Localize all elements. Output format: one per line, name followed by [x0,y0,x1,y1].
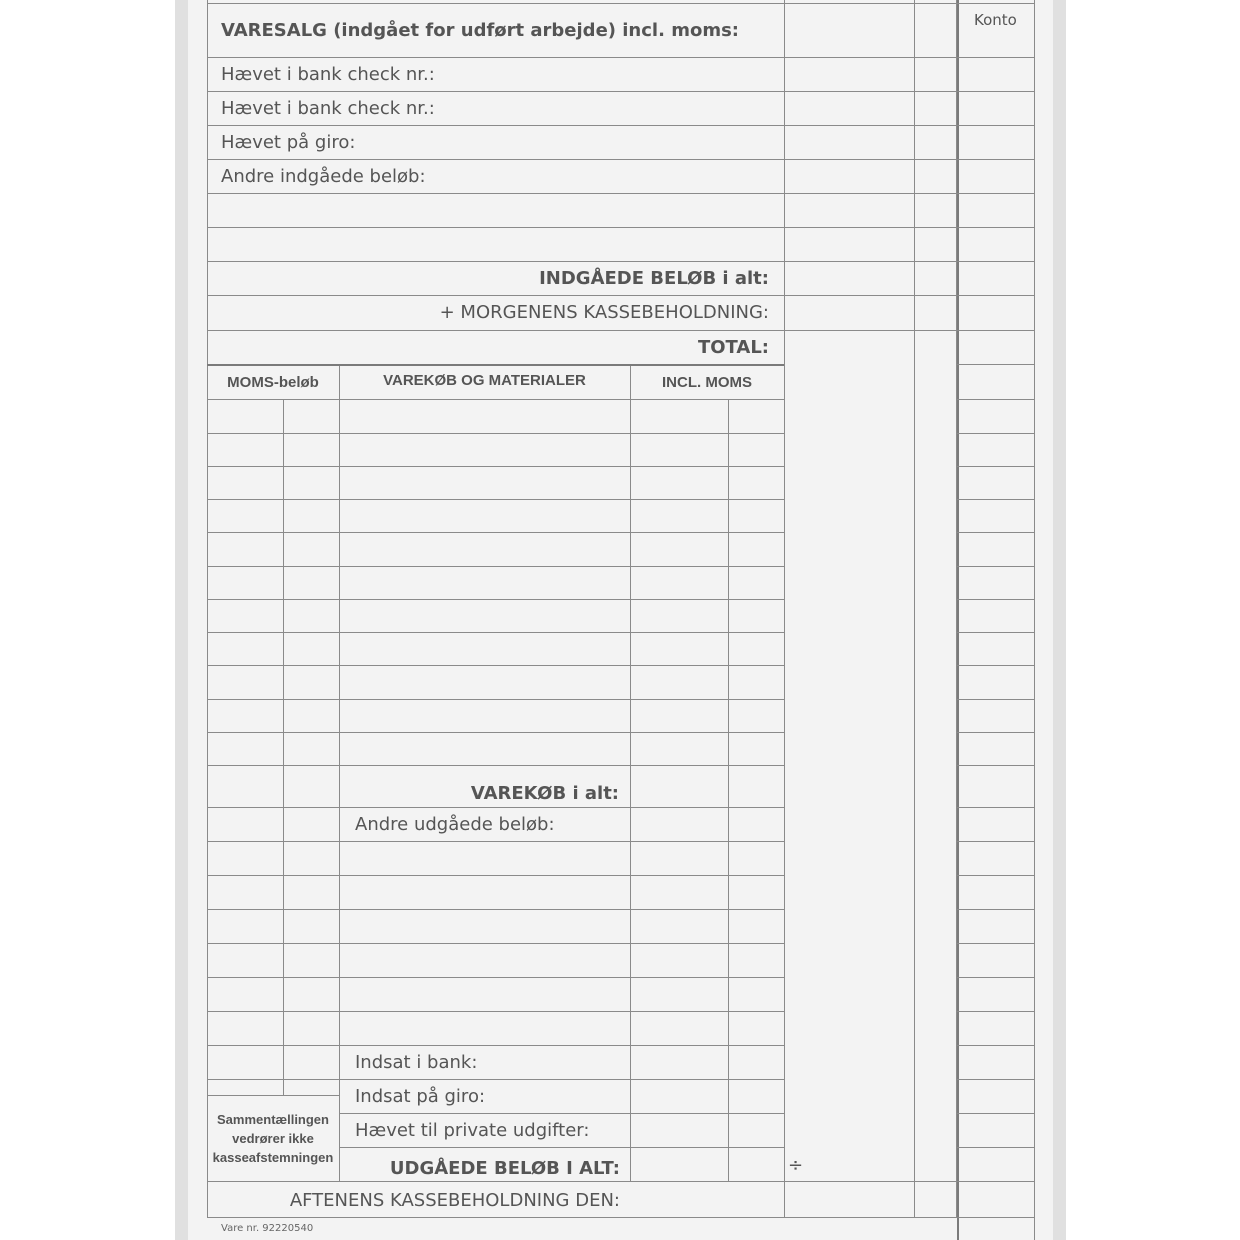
konto-column-divider [957,0,959,1240]
vare-nr: Vare nr. 92220540 [221,1223,314,1234]
row-line [207,807,784,808]
row-line [207,566,784,567]
moms-column-right-border [339,366,340,1181]
row-line [207,665,784,666]
row-line [207,1011,784,1012]
row-line [207,632,784,633]
row-line [207,261,1034,262]
row-line [207,943,784,944]
indgaede-total-label: INDGÅEDE BELØB i alt: [539,268,769,289]
row-line [957,732,1034,733]
row-line [957,841,1034,842]
row-line [957,632,1034,633]
haevet-private-label: Hævet til private udgifter: [355,1120,590,1141]
section-divider [207,364,784,366]
right-margin-strip [1053,0,1066,1240]
row-line [207,91,1034,92]
income-row-label: Andre indgåede beløb: [221,166,426,187]
row-line [339,1113,784,1114]
row-line [957,399,1034,400]
row-line [957,1045,1034,1046]
row-line [957,943,1034,944]
row-line [957,499,1034,500]
minus-sign: ÷ [788,1155,804,1176]
total-label: TOTAL: [697,337,769,358]
row-line [207,125,1034,126]
income-row-label: Hævet i bank check nr.: [221,64,435,85]
row-line [957,466,1034,467]
row-line [207,699,784,700]
varekob-header: VAREKØB OG MATERIALER [383,372,586,389]
row-line [207,499,784,500]
form-left-border [207,0,208,1218]
row-line [207,909,784,910]
konto-label: Konto [974,11,1017,29]
row-line [207,1181,1034,1182]
amount-column-divider [784,0,785,1218]
incl-moms-column-divider [630,366,631,1181]
row-line [207,227,1034,228]
morgenens-kassebeholdning-label: + MORGENENS KASSEBEHOLDNING: [439,302,769,323]
row-line [207,841,784,842]
form-top-border [207,3,1034,4]
left-margin-strip [175,0,188,1240]
indsat-giro-label: Indsat på giro: [355,1086,486,1107]
row-line [207,193,1034,194]
row-line [207,295,1034,296]
indsat-bank-label: Indsat i bank: [355,1052,478,1073]
row-line [207,532,784,533]
row-line [957,532,1034,533]
varekob-total-label: VAREKØB i alt: [470,783,619,804]
udgaede-total-label: UDGÅEDE BELØB I ALT: [389,1158,620,1179]
row-line [957,909,1034,910]
row-line [207,1045,784,1046]
note-box-top [207,1095,339,1096]
row-line [207,765,784,766]
row-line [207,1079,784,1080]
row-line [957,665,1034,666]
row-line [207,977,784,978]
moms-belob-header: MOMS-beløb [227,374,319,391]
aftenens-kassebeholdning-label: AFTENENS KASSEBEHOLDNING DEN: [289,1190,620,1211]
ore-column-divider [914,0,915,1218]
row-line [957,807,1034,808]
row-line [957,433,1034,434]
row-line [207,599,784,600]
cash-report-form [188,0,1053,1240]
row-line [207,732,784,733]
row-line [957,566,1034,567]
row-line [957,875,1034,876]
andre-udgaede-label: Andre udgåede beløb: [355,814,555,835]
row-line [207,330,1034,331]
incl-moms-header: INCL. MOMS [662,374,752,391]
row-line [207,433,784,434]
row-line [957,977,1034,978]
row-line [957,364,1034,365]
row-line [207,875,784,876]
incl-moms-ore-divider [728,400,729,1181]
row-line [957,599,1034,600]
income-row-label: Hævet i bank check nr.: [221,98,435,119]
row-line [957,1011,1034,1012]
form-right-border [1034,0,1035,1240]
row-line [957,1079,1034,1080]
row-line [207,399,784,400]
row-line [957,1147,1034,1148]
row-line [957,1113,1034,1114]
row-line [207,57,1034,58]
row-line [207,159,1034,160]
income-row-label: Hævet på giro: [221,132,356,153]
row-line [957,699,1034,700]
row-line [957,765,1034,766]
row-line [339,1147,784,1148]
form-bottom-line [207,1217,1034,1218]
varesalg-label: VARESALG (indgået for udført arbejde) incl. moms: [221,20,739,41]
moms-ore-divider [283,400,284,1095]
sammentaelling-note: Sammentællingen vedrører ikke kasseafstemningen [212,1112,334,1165]
row-line [207,466,784,467]
